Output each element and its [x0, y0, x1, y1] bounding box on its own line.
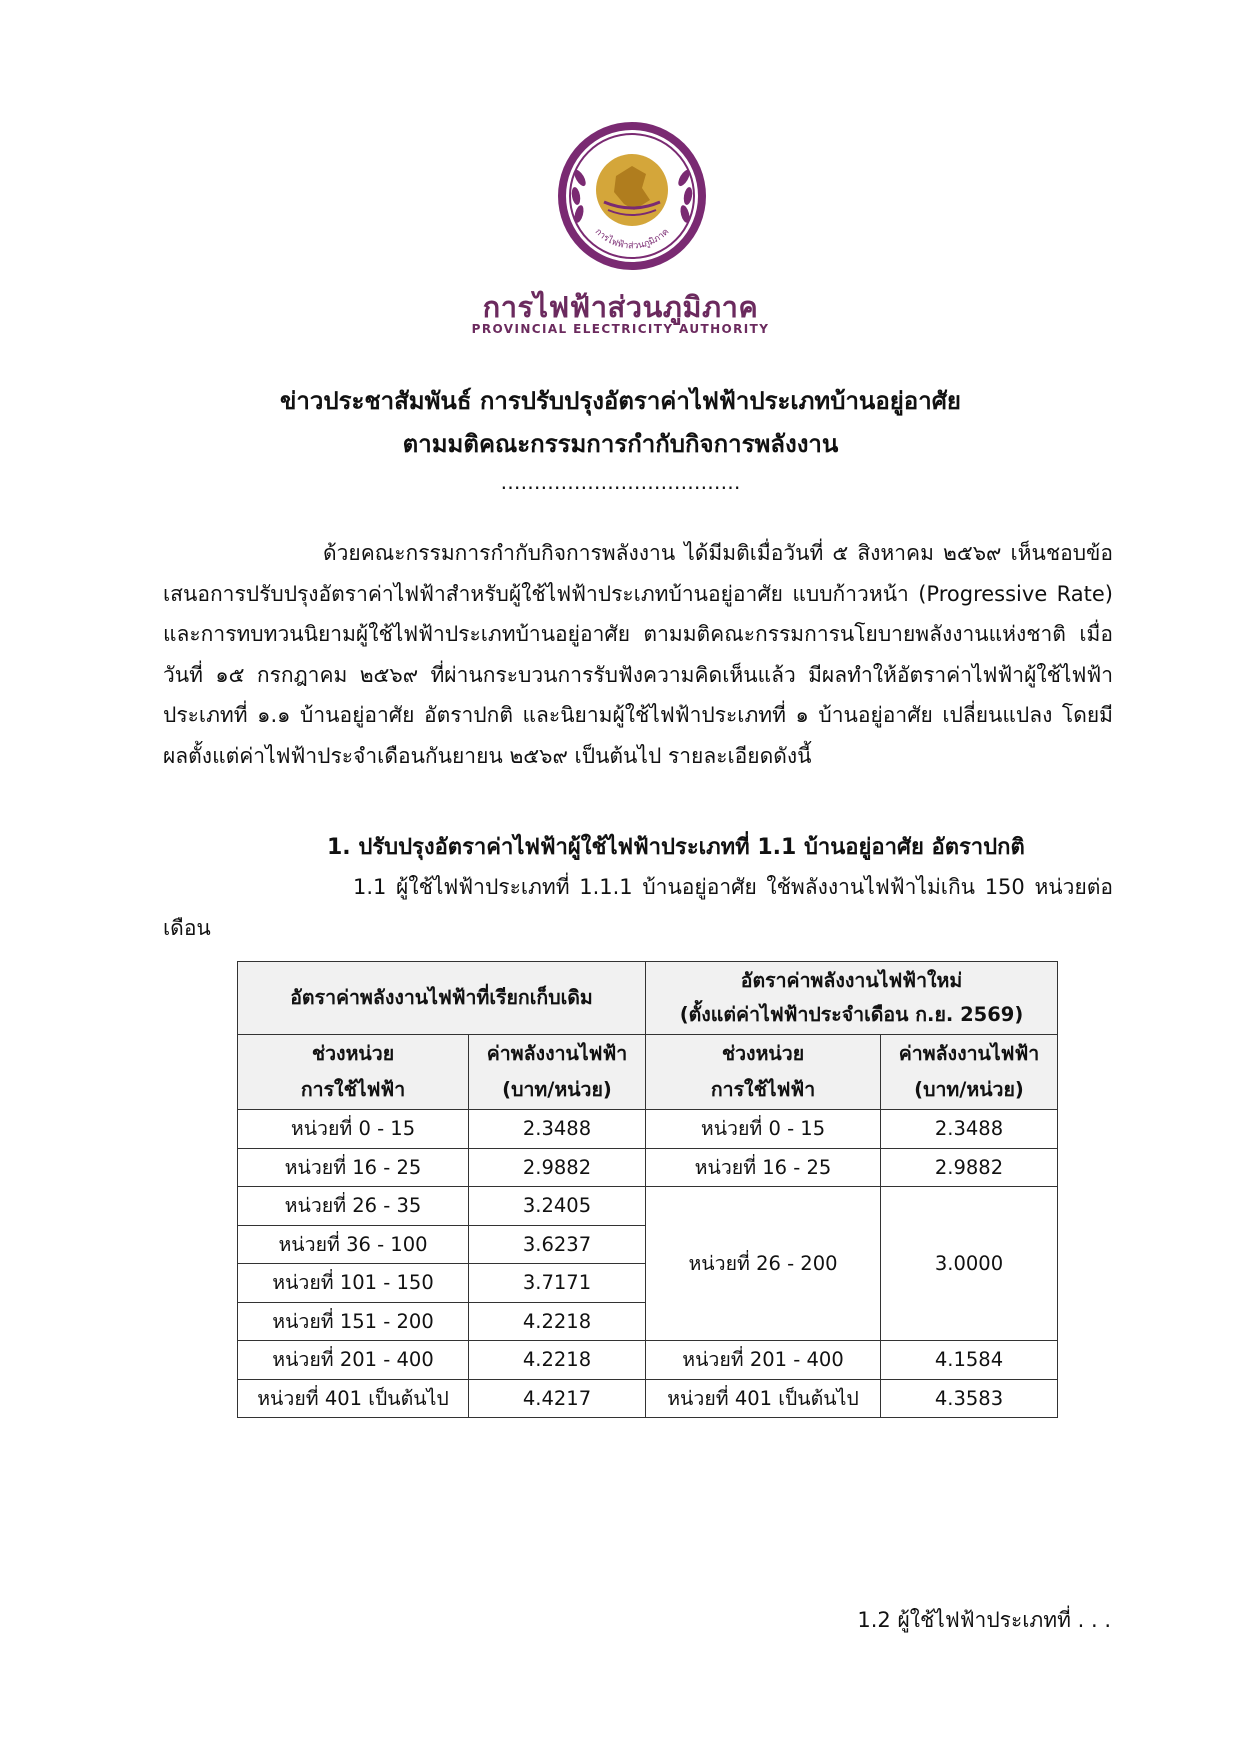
old-rate-column-header [469, 1035, 646, 1110]
old-units-label-2: การใช้ไฟฟ้า [300, 1078, 406, 1101]
headline-line-1: ข่าวประชาสัมพันธ์ การปรับปรุงอัตราค่าไฟฟ้าประเภทบ้านอยู่อาศัย [279, 387, 961, 415]
new-rate-cell: 2.9882 [881, 1148, 1058, 1187]
pea-seal-icon [554, 118, 710, 274]
new-range-cell: หน่วยที่ 26 - 200 [646, 1187, 881, 1341]
org-name-english: PROVINCIAL ELECTRICITY AUTHORITY [471, 322, 770, 336]
old-rate-cell: 3.2405 [469, 1187, 646, 1226]
table-row [238, 1110, 1058, 1149]
old-rate-cell: 4.2218 [469, 1341, 646, 1380]
new-range-cell: หน่วยที่ 0 - 15 [646, 1110, 881, 1149]
headline-line-2: ตามมติคณะกรรมการกำกับกิจการพลังงาน [402, 430, 839, 458]
new-rate-label-1: ค่าพลังงานไฟฟ้า [898, 1042, 1040, 1065]
headline-divider: ……………………………… [500, 470, 741, 494]
continued-footer: 1.2 ผู้ใช้ไฟฟ้าประเภทที่ . . . [857, 1608, 1111, 1632]
new-range-cell: หน่วยที่ 401 เป็นต้นไป [646, 1379, 881, 1418]
section-1-title: 1. ปรับปรุงอัตราค่าไฟฟ้าผู้ใช้ไฟฟ้าประเภทที่ 1.1 บ้านอยู่อาศัย อัตราปกติ [327, 835, 1025, 860]
new-rate-cell: 3.0000 [881, 1187, 1058, 1341]
old-rate-header-text: อัตราค่าพลังงานไฟฟ้าที่เรียกเก็บเดิม [290, 986, 593, 1009]
old-range-cell: หน่วยที่ 26 - 35 [238, 1187, 469, 1226]
new-units-column-header [646, 1035, 881, 1110]
table-row [238, 1379, 1058, 1418]
new-units-label-2: การใช้ไฟฟ้า [710, 1078, 816, 1101]
old-range-cell: หน่วยที่ 101 - 150 [238, 1264, 469, 1303]
old-rate-cell: 3.6237 [469, 1225, 646, 1264]
rate-table [237, 961, 1058, 1418]
new-rate-column-header [881, 1035, 1058, 1110]
old-units-label-1: ช่วงหน่วย [311, 1042, 395, 1065]
new-rate-header-line-1: อัตราค่าพลังงานไฟฟ้าใหม่ [740, 969, 963, 992]
section-1-1-text: 1.1 ผู้ใช้ไฟฟ้าประเภทที่ 1.1.1 บ้านอยู่อาศัย ใช้พลังงานไฟฟ้าไม่เกิน 150 หน่วยต่อเดือน [163, 875, 1113, 940]
new-rate-cell: 2.3488 [881, 1110, 1058, 1149]
old-range-cell: หน่วยที่ 201 - 400 [238, 1341, 469, 1380]
seal-text: การไฟฟ้าส่วนภูมิภาค [592, 227, 672, 252]
old-rate-label-2: (บาท/หน่วย) [502, 1078, 612, 1101]
old-rate-cell: 4.4217 [469, 1379, 646, 1418]
new-rate-label-2: (บาท/หน่วย) [914, 1078, 1024, 1101]
old-rate-label-1: ค่าพลังงานไฟฟ้า [486, 1042, 628, 1065]
new-units-label-1: ช่วงหน่วย [721, 1042, 805, 1065]
old-rate-cell: 2.9882 [469, 1148, 646, 1187]
old-rate-cell: 2.3488 [469, 1110, 646, 1149]
new-rate-cell: 4.1584 [881, 1341, 1058, 1380]
old-range-cell: หน่วยที่ 401 เป็นต้นไป [238, 1379, 469, 1418]
table-row [238, 1187, 1058, 1226]
new-rate-cell: 4.3583 [881, 1379, 1058, 1418]
old-range-cell: หน่วยที่ 16 - 25 [238, 1148, 469, 1187]
new-rate-header-line-2: (ตั้งแต่ค่าไฟฟ้าประจำเดือน ก.ย. 2569) [679, 1003, 1024, 1026]
old-range-cell: หน่วยที่ 151 - 200 [238, 1302, 469, 1341]
org-name-thai: การไฟฟ้าส่วนภูมิภาค [482, 290, 759, 324]
old-rate-header [238, 962, 646, 1035]
intro-paragraph: ด้วยคณะกรรมการกำกับกิจการพลังงาน ได้มีมติเมื่อวันที่ ๕ สิงหาคม ๒๕๖๙ เห็นชอบข้อเสนอการปรับปรุงอัตราค่าไฟฟ้าสำหรับผู้ใช้ไฟฟ้าประเภทบ้านอยู่อาศัย แบบก้าวหน้า (Progressive Rate) และการทบทวนนิยามผู้ใช้ไฟฟ้าประเภทบ้านอยู่อาศัย ตามมติคณะกรรมการนโยบายพลังงานแห่งชาติ เมื่อวันที่ ๑๕ กรกฎาคม ๒๕๖๙ ที่ผ่านกระบวนการรับฟังความคิดเห็นแล้ว มีผลทำให้อัตราค่าไฟฟ้าผู้ใช้ไฟฟ้าประเภทที่ ๑.๑ บ้านอยู่อาศัย อัตราปกติ และนิยามผู้ใช้ไฟฟ้าประเภทที่ ๑ บ้านอยู่อาศัย เปลี่ยนแปลง โดยมีผลตั้งแต่ค่าไฟฟ้าประจำเดือนกันยายน ๒๕๖๙ เป็นต้นไป รายละเอียดดังนี้ [163, 541, 1113, 768]
new-rate-header [646, 962, 1058, 1035]
old-rate-cell: 3.7171 [469, 1264, 646, 1303]
new-range-cell: หน่วยที่ 16 - 25 [646, 1148, 881, 1187]
table-row [238, 1148, 1058, 1187]
old-range-cell: หน่วยที่ 0 - 15 [238, 1110, 469, 1149]
old-rate-cell: 4.2218 [469, 1302, 646, 1341]
old-units-column-header [238, 1035, 469, 1110]
table-row [238, 1341, 1058, 1380]
pea-logo [554, 118, 710, 274]
old-range-cell: หน่วยที่ 36 - 100 [238, 1225, 469, 1264]
new-range-cell: หน่วยที่ 201 - 400 [646, 1341, 881, 1380]
